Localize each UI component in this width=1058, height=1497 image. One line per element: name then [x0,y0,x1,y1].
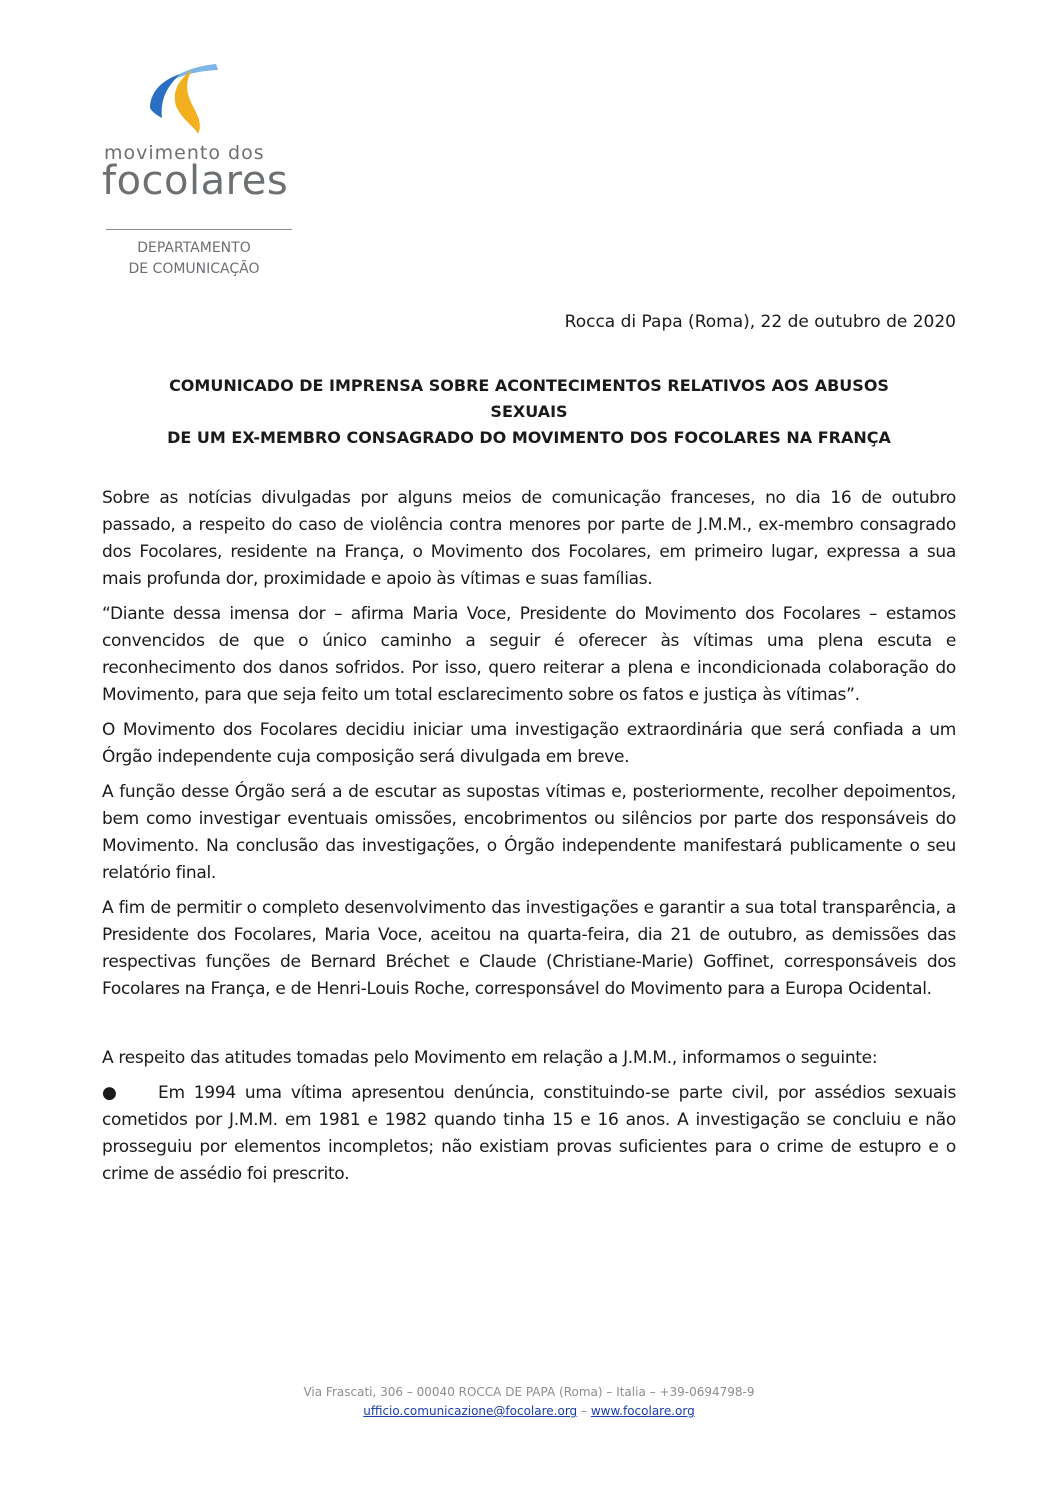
department-line-1: DEPARTAMENTO [137,240,251,256]
paragraph-6: A respeito das atitudes tomadas pelo Movimento em relação a J.M.M., informamos o seguinte: [102,1048,878,1068]
footer-address: Via Frascati, 306 – 00040 ROCCA DE PAPA (Roma) – Italia – +39-0694798-9 [303,1385,755,1399]
press-release-title [102,373,956,451]
logo-text-top: movimento dos [104,142,265,164]
paragraph-2: “Diante dessa imensa dor – afirma Maria Voce, Presidente do Movimento dos Focolares – estamos convencidos de que o único caminho a seguir é oferecer às vítimas uma plena escuta e reconhecimento dos danos sofridos. Por isso, quero reiterar a plena e incondicionada colaboração do Movimento, para que seja feito um total esclarecimento sobre os fatos e justiça às vítimas”. [102,604,956,705]
paragraph-1: Sobre as notícias divulgadas por alguns meios de comunicação franceses, no dia 16 de outubro passado, a respeito do caso de violência contra menores por parte de J.M.M., ex-membro consagrado dos Focolares, residente na França, o Movimento dos Focolares, em primeiro lugar, expressa a sua mais profunda dor, proximidade e apoio às vítimas e suas famílias. [102,488,956,589]
bullet-text: Em 1994 uma vítima apresentou denúncia, constituindo-se parte civil, por assédios sexuais cometidos por J.M.M. em 1981 e 1982 quando tinha 15 e 16 anos. A investigação se concluiu e não prosseguiu por elementos incompletos; não existiam provas suficientes para o crime de estupro e o crime de assédio foi prescrito. [102,1083,956,1184]
title-line-2: SEXUAIS [490,402,568,421]
focolare-swoosh-icon [146,62,236,140]
department-label [104,238,284,280]
document-body [102,485,956,1196]
page-footer [0,1383,1058,1421]
email-link[interactable]: ufficio.comunicazione@focolare.org [363,1404,578,1418]
department-line-2: DE COMUNICAÇÃO [128,261,260,277]
dateline: Rocca di Papa (Roma), 22 de outubro de 2020 [564,312,956,332]
paragraph-4: A função desse Órgão será a de escutar as supostas vítimas e, posteriormente, recolher depoimentos, bem como investigar eventuais omissões, encobrimentos ou silêncios por parte dos responsáveis do Movimento. Na conclusão das investigações, o Órgão independente manifestará publicamente o seu relatório final. [102,782,956,883]
title-line-3: DE UM EX-MEMBRO CONSAGRADO DO MOVIMENTO DOS FOCOLARES NA FRANÇA [167,428,891,447]
title-line-1: COMUNICADO DE IMPRENSA SOBRE ACONTECIMENTOS RELATIVOS AOS ABUSOS [169,376,889,395]
bullet-item [102,1080,956,1188]
footer-separator: – [581,1404,587,1418]
website-link[interactable]: www.focolare.org [590,1404,695,1418]
footer-links [0,1402,1058,1421]
logo-text-main: focolares [102,158,289,204]
logo-yellow-swoosh [175,70,200,134]
header-divider [106,229,292,230]
bullet-icon: ● [102,1083,117,1103]
paragraph-5: A fim de permitir o completo desenvolvimento das investigações e garantir a sua total transparência, a Presidente dos Focolares, Maria Voce, aceitou na quarta-feira, dia 21 de outubro, as demissões das respectivas funções de Bernard Bréchet e Claude (Christiane-Marie) Goffinet, corresponsáveis dos Focolares na França, e de Henri-Louis Roche, corresponsável do Movimento para a Europa Ocidental. [102,898,956,999]
paragraph-3: O Movimento dos Focolares decidiu iniciar uma investigação extraordinária que será confiada a um Órgão independente cuja composição será divulgada em breve. [102,720,956,767]
